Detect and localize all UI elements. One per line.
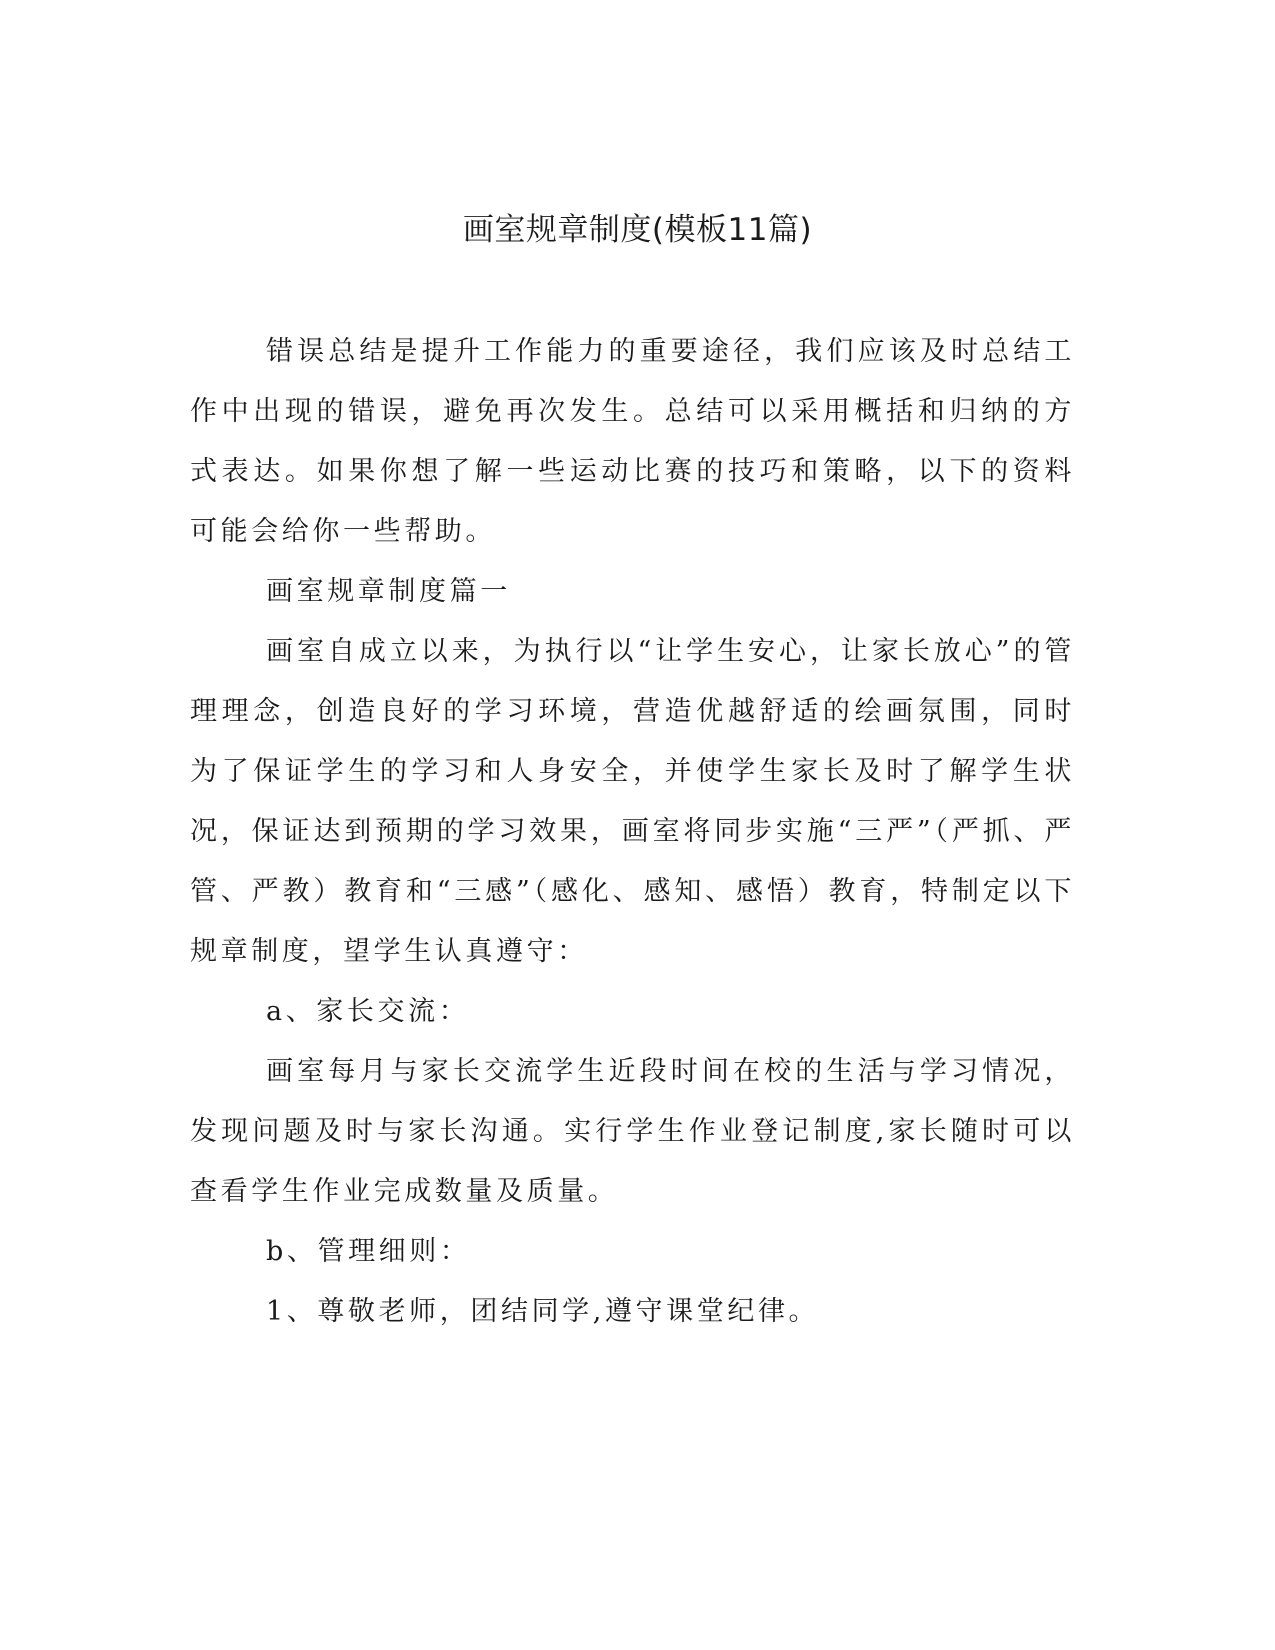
document-body — [190, 322, 1075, 1342]
section-heading: 画室规章制度篇一 — [266, 576, 511, 607]
subsection-heading: b、管理细则： — [266, 1236, 471, 1267]
body-paragraph: 画室自成立以来，为执行以“让学生安心，让家长放心”的管理理念，创造良好的学习环境，营造优越舒适的绘画氛围，同时为了保证学生的学习和人身安全，并使学生家长及时了解学生状况，保证达到预期的学习效果，画室将同步实施“三严”（严抓、严管、严教）教育和“三感”（感化、感知、感悟）教育，特制定以下规章制度，望学生认真遵守： — [190, 636, 1075, 967]
intro-paragraph: 错误总结是提升工作能力的重要途径，我们应该及时总结工作中出现的错误，避免再次发生。总结可以采用概括和归纳的方式表达。如果你想了解一些运动比赛的技巧和策略，以下的资料可能会给你一些帮助。 — [190, 336, 1075, 547]
rule-item: 1、尊敬老师，团结同学,遵守课堂纪律。 — [266, 1296, 820, 1327]
body-paragraph: 画室每月与家长交流学生近段时间在校的生活与学习情况，发现问题及时与家长沟通。实行学生作业登记制度,家长随时可以查看学生作业完成数量及质量。 — [190, 1056, 1075, 1207]
subsection-heading: a、家长交流： — [266, 996, 470, 1027]
document-title: 画室规章制度(模板11篇) — [462, 212, 813, 248]
